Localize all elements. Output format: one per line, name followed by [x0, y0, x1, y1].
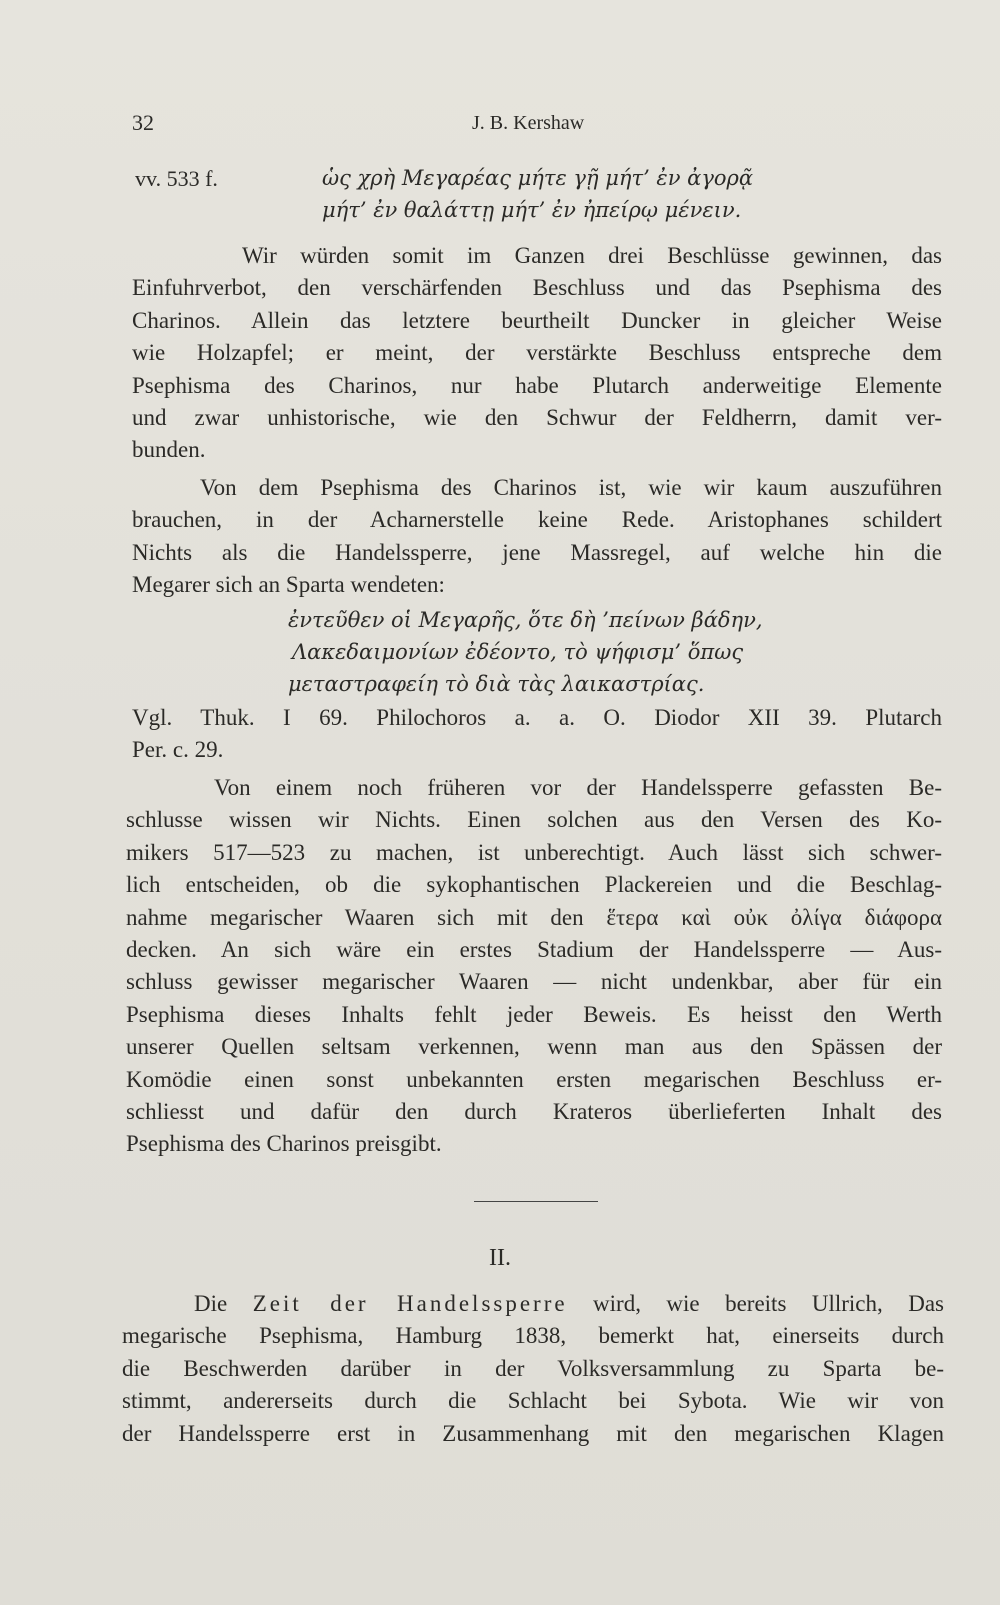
page-number: 32	[132, 110, 154, 135]
text-line: Nichts als die Handelssperre, jene Massregel, auf welche hin die	[132, 539, 942, 565]
greek-quote-line: ἐντεῦθεν οἱ Μεγαρῆς, ὅτε δὴ ’πείνων βάδην,	[288, 608, 763, 632]
text-line: brauchen, in der Acharnerstelle keine Rede. Aristophanes schildert	[132, 507, 942, 533]
text-line: die Beschwerden darüber in der Volksversammlung zu Sparta be-	[122, 1355, 944, 1381]
running-title: J. B. Kershaw	[472, 112, 585, 134]
text-line: Von einem noch früheren vor der Handelssperre gefassten Be-	[214, 775, 942, 800]
text-line: decken. An sich wäre ein erstes Stadium der Handelssperre — Aus-	[126, 936, 942, 962]
reference-lines	[132, 702, 942, 767]
greek-verse-line: ὡς χρὴ Μεγαρέας μήτε γῇ μήτ’ ἐν ἀγορᾷ	[322, 166, 754, 190]
text-run: Die	[194, 1291, 228, 1316]
text-line: Megarer sich an Sparta wendeten:	[132, 572, 445, 598]
text-line: Komödie einen sonst unbekannten ersten megarischen Beschluss er-	[126, 1066, 942, 1092]
text-line: wie Holzapfel; er meint, der verstärkte Beschluss entspreche dem	[132, 340, 942, 366]
text-line: Von dem Psephisma des Charinos ist, wie wir kaum auszuführen	[200, 475, 942, 500]
text-line: Psephisma des Charinos preisgibt.	[126, 1131, 442, 1157]
greek-verse-line: μήτ’ ἐν θαλάττῃ μήτ’ ἐν ἠπείρῳ μένειν.	[322, 198, 742, 223]
text-line: Charinos. Allein das letztere beurtheilt Duncker in gleicher Weise	[132, 307, 942, 333]
emphasized-term: Zeit der Handelssperre	[252, 1291, 568, 1316]
section-divider	[474, 1201, 598, 1202]
text-line: schlusse wissen wir Nichts. Einen solchen aus den Versen des Ko-	[126, 807, 942, 833]
text-line: schluss gewisser megarischer Waaren — nicht undenkbar, aber für ein	[126, 969, 942, 995]
greek-quotation	[288, 604, 763, 700]
text-line: Psephisma des Charinos, nur habe Plutarch anderweitige Elemente	[132, 372, 942, 398]
text-line: Psephisma dieses Inhalts fehlt jeder Beweis. Es heisst den Werth	[126, 1001, 942, 1027]
text-run: wird, wie bereits Ullrich, Das	[567, 1291, 944, 1316]
section-heading: II.	[489, 1245, 511, 1271]
text-line: nahme megarischer Waaren sich mit den ἕτερα καὶ οὐκ ὀλίγα διάφορα	[126, 904, 942, 930]
page-header	[132, 110, 942, 140]
text-line: stimmt, andererseits durch die Schlacht bei Sybota. Wie wir von	[122, 1388, 944, 1414]
text-line: der Handelssperre erst in Zusammenhang mit den megarischen Klagen	[122, 1420, 944, 1446]
greek-quote-line: μεταστραφείη τὸ διὰ τὰς λαικαστρίας.	[288, 672, 705, 696]
text-line: megarische Psephisma, Hamburg 1838, bemerkt hat, einerseits durch	[122, 1323, 944, 1349]
text-line: Wir würden somit im Ganzen drei Beschlüsse gewinnen, das	[242, 243, 942, 268]
text-line: mikers 517—523 zu machen, ist unberechtigt. Auch lässt sich schwer-	[126, 839, 942, 865]
greek-verse	[322, 166, 753, 231]
verse-reference: vv. 533 f.	[135, 166, 218, 191]
text-line: bunden.	[132, 437, 206, 463]
text-line: schliesst und dafür den durch Krateros überlieferten Inhalt des	[126, 1098, 942, 1124]
text-line: und zwar unhistorische, wie den Schwur der Feldherrn, damit ver-	[132, 404, 942, 430]
text-line: Per. c. 29.	[132, 737, 224, 763]
text-line: Einfuhrverbot, den verschärfenden Beschluss und das Psephisma des	[132, 275, 942, 301]
text-line: lich entscheiden, ob die sykophantischen Plackereien und die Beschlag-	[126, 872, 942, 898]
text-line	[122, 1288, 944, 1320]
paragraph-4	[122, 1288, 944, 1450]
greek-quote-line: Λακεδαιμονίων ἐδέοντο, τὸ ψήφισμ’ ὅπως	[292, 640, 744, 664]
text-line: Vgl. Thuk. I 69. Philochoros a. a. O. Diodor XII 39. Plutarch	[132, 705, 942, 730]
paragraph-2	[132, 472, 942, 602]
paragraph-1	[132, 240, 942, 467]
text-line: unserer Quellen seltsam verkennen, wenn man aus den Spässen der	[126, 1034, 942, 1060]
paragraph-3	[126, 772, 942, 1161]
